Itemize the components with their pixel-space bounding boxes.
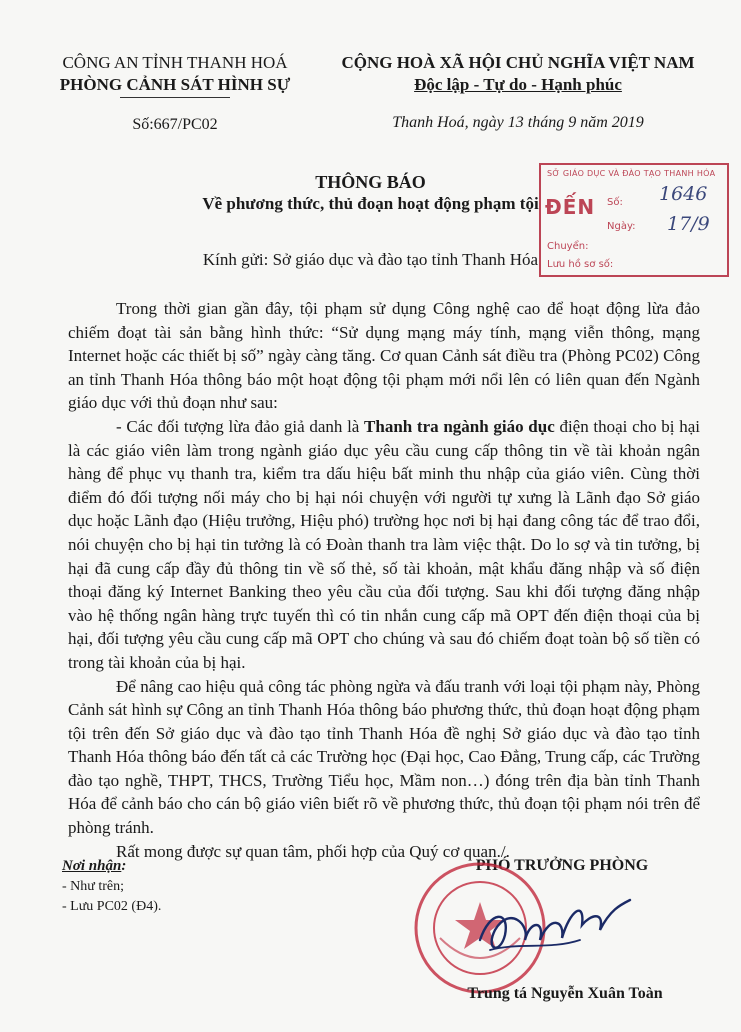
stamp-den-label: ĐẾN: [545, 195, 596, 219]
body-paragraph-4: Rất mong được sự quan tâm, phối hợp của Quý cơ quan./.: [116, 841, 510, 861]
recipient-item: - Như trên;: [62, 879, 125, 894]
stamp-so-label: Số:: [607, 197, 623, 208]
recipients-label: Nơi nhận: [62, 858, 122, 874]
stamp-ngay-label: Ngày:: [607, 221, 636, 232]
addressee-line: Kính gửi: Sở giáo dục và đào tạo tỉnh Thanh Hóa: [202, 250, 539, 269]
stamp-luu-label: Lưu hồ sơ số:: [547, 259, 614, 270]
recipient-item: - Lưu PC02 (Đ4).: [62, 899, 162, 914]
stamp-chuyen-label: Chuyển:: [547, 241, 589, 252]
national-motto: Độc lập - Tự do - Hạnh phúc: [414, 75, 622, 94]
national-header: [318, 52, 718, 134]
signer-name: Trung tá Nguyễn Xuân Toàn: [467, 985, 663, 1002]
body-paragraph-1: Trong thời gian gần đây, tội phạm sử dụng Công nghệ cao để hoạt động lừa đảo chiếm đoạt tài sản bằng hình thức: “Sử dụng mạng máy tính, mạng viễn thông, mạng Internet hoặc các thiết bị số” ngày càng tăng. Cơ quan Cảnh sát điều tra (Phòng PC02) Công an tỉnh Thanh Hóa thông báo một hoạt động tội phạm mới nổi lên có liên quan đến Ngành giáo dục với thủ đoạn như sau:: [68, 299, 700, 413]
handwritten-signature-icon: [470, 880, 640, 970]
national-title: CỘNG HOÀ XÃ HỘI CHỦ NGHĨA VIỆT NAM: [341, 53, 695, 72]
agency-parent-name: CÔNG AN TỈNH THANH HOÁ: [62, 53, 288, 72]
p2-bold-text: Thanh tra ngành giáo dục: [364, 416, 555, 436]
stamp-header: SỞ GIÁO DỤC VÀ ĐÀO TẠO THANH HÓA: [547, 169, 716, 178]
stamp-so-handwritten: 1646: [659, 183, 708, 205]
document-body: [68, 297, 700, 863]
document-subtitle: Về phương thức, thủ đoạn hoạt động phạm tội: [202, 194, 539, 213]
p2-rest-text: điện thoại cho bị hại là các giáo viên làm trong ngành giáo dục yêu cầu cung cấp thông tin về tài khoản ngân hàng để phục vụ thanh tra, kiểm tra dấu hiệu bất minh thu nhập của giáo viên. Cùng thời điểm đó đối tượng nối máy cho bị hại nói chuyện với người tự xưng là Lãnh đạo Sở giáo dục hoặc Lãnh đạo (Hiệu trưởng, Hiệu phó) trường học nơi bị hại đang công tác để trao đổi, nói chuyện cho bị hại tin tưởng là có Đoàn thanh tra làm việc thật. Do lo sợ và tin tưởng, bị hại đã cung cấp đầy đủ thông tin về số thẻ, số tài khoản, mật khẩu đăng nhập và số điện thoại đăng ký Internet Banking theo yêu cầu của đối tượng. Sau khi đối tượng đăng nhập vào hệ thống ngân hàng trực tuyến thì có tin nhắn cung cấp mã OPT đến điện thoại của bị hại, đối tượng yêu cầu cung cấp mã OPT cho chúng và sau đó chiếm đoạt toàn bộ số tiền có trong tài khoản của bị hại.: [68, 416, 700, 672]
document-number: Số:667/PC02: [132, 116, 218, 133]
document-title: THÔNG BÁO: [315, 172, 426, 192]
stamp-ngay-handwritten: 17/9: [667, 213, 710, 235]
recipients-colon: :: [121, 858, 127, 874]
agency-underline-divider: [120, 97, 230, 98]
p2-lead-text: - Các đối tượng lừa đảo giả danh là: [116, 416, 365, 436]
agency-name: PHÒNG CẢNH SÁT HÌNH SỰ: [59, 75, 291, 94]
issuing-agency-header: [40, 52, 310, 136]
recipients-block: [62, 856, 161, 917]
signer-title: PHÓ TRƯỞNG PHÒNG: [475, 857, 649, 874]
recipients-heading: [62, 856, 161, 877]
body-paragraph-3: Để nâng cao hiệu quả công tác phòng ngừa và đấu tranh với loại tội phạm này, Phòng Cảnh sát hình sự Công an tỉnh Thanh Hóa thông báo phương thức, thủ đoạn hoạt động phạm tội trên đến Sở giáo dục và đào tạo tỉnh Thanh Hóa đề nghị Sở giáo dục và đào tạo tỉnh Thanh Hóa thông báo đến tất cả các Trường học (Đại học, Cao Đẳng, Trung cấp, các Trường đào tạo nghề, THPT, THCS, Trường Tiểu học, Mầm non…) đóng trên địa bàn tỉnh Thanh Hóa để cảnh báo cho cán bộ giáo viên biết rõ về phương thức, thủ đoạn tội phạm nói trên để phòng tránh.: [68, 676, 700, 838]
body-paragraph-2: [68, 415, 700, 675]
document-date: Thanh Hoá, ngày 13 tháng 9 năm 2019: [392, 114, 644, 131]
